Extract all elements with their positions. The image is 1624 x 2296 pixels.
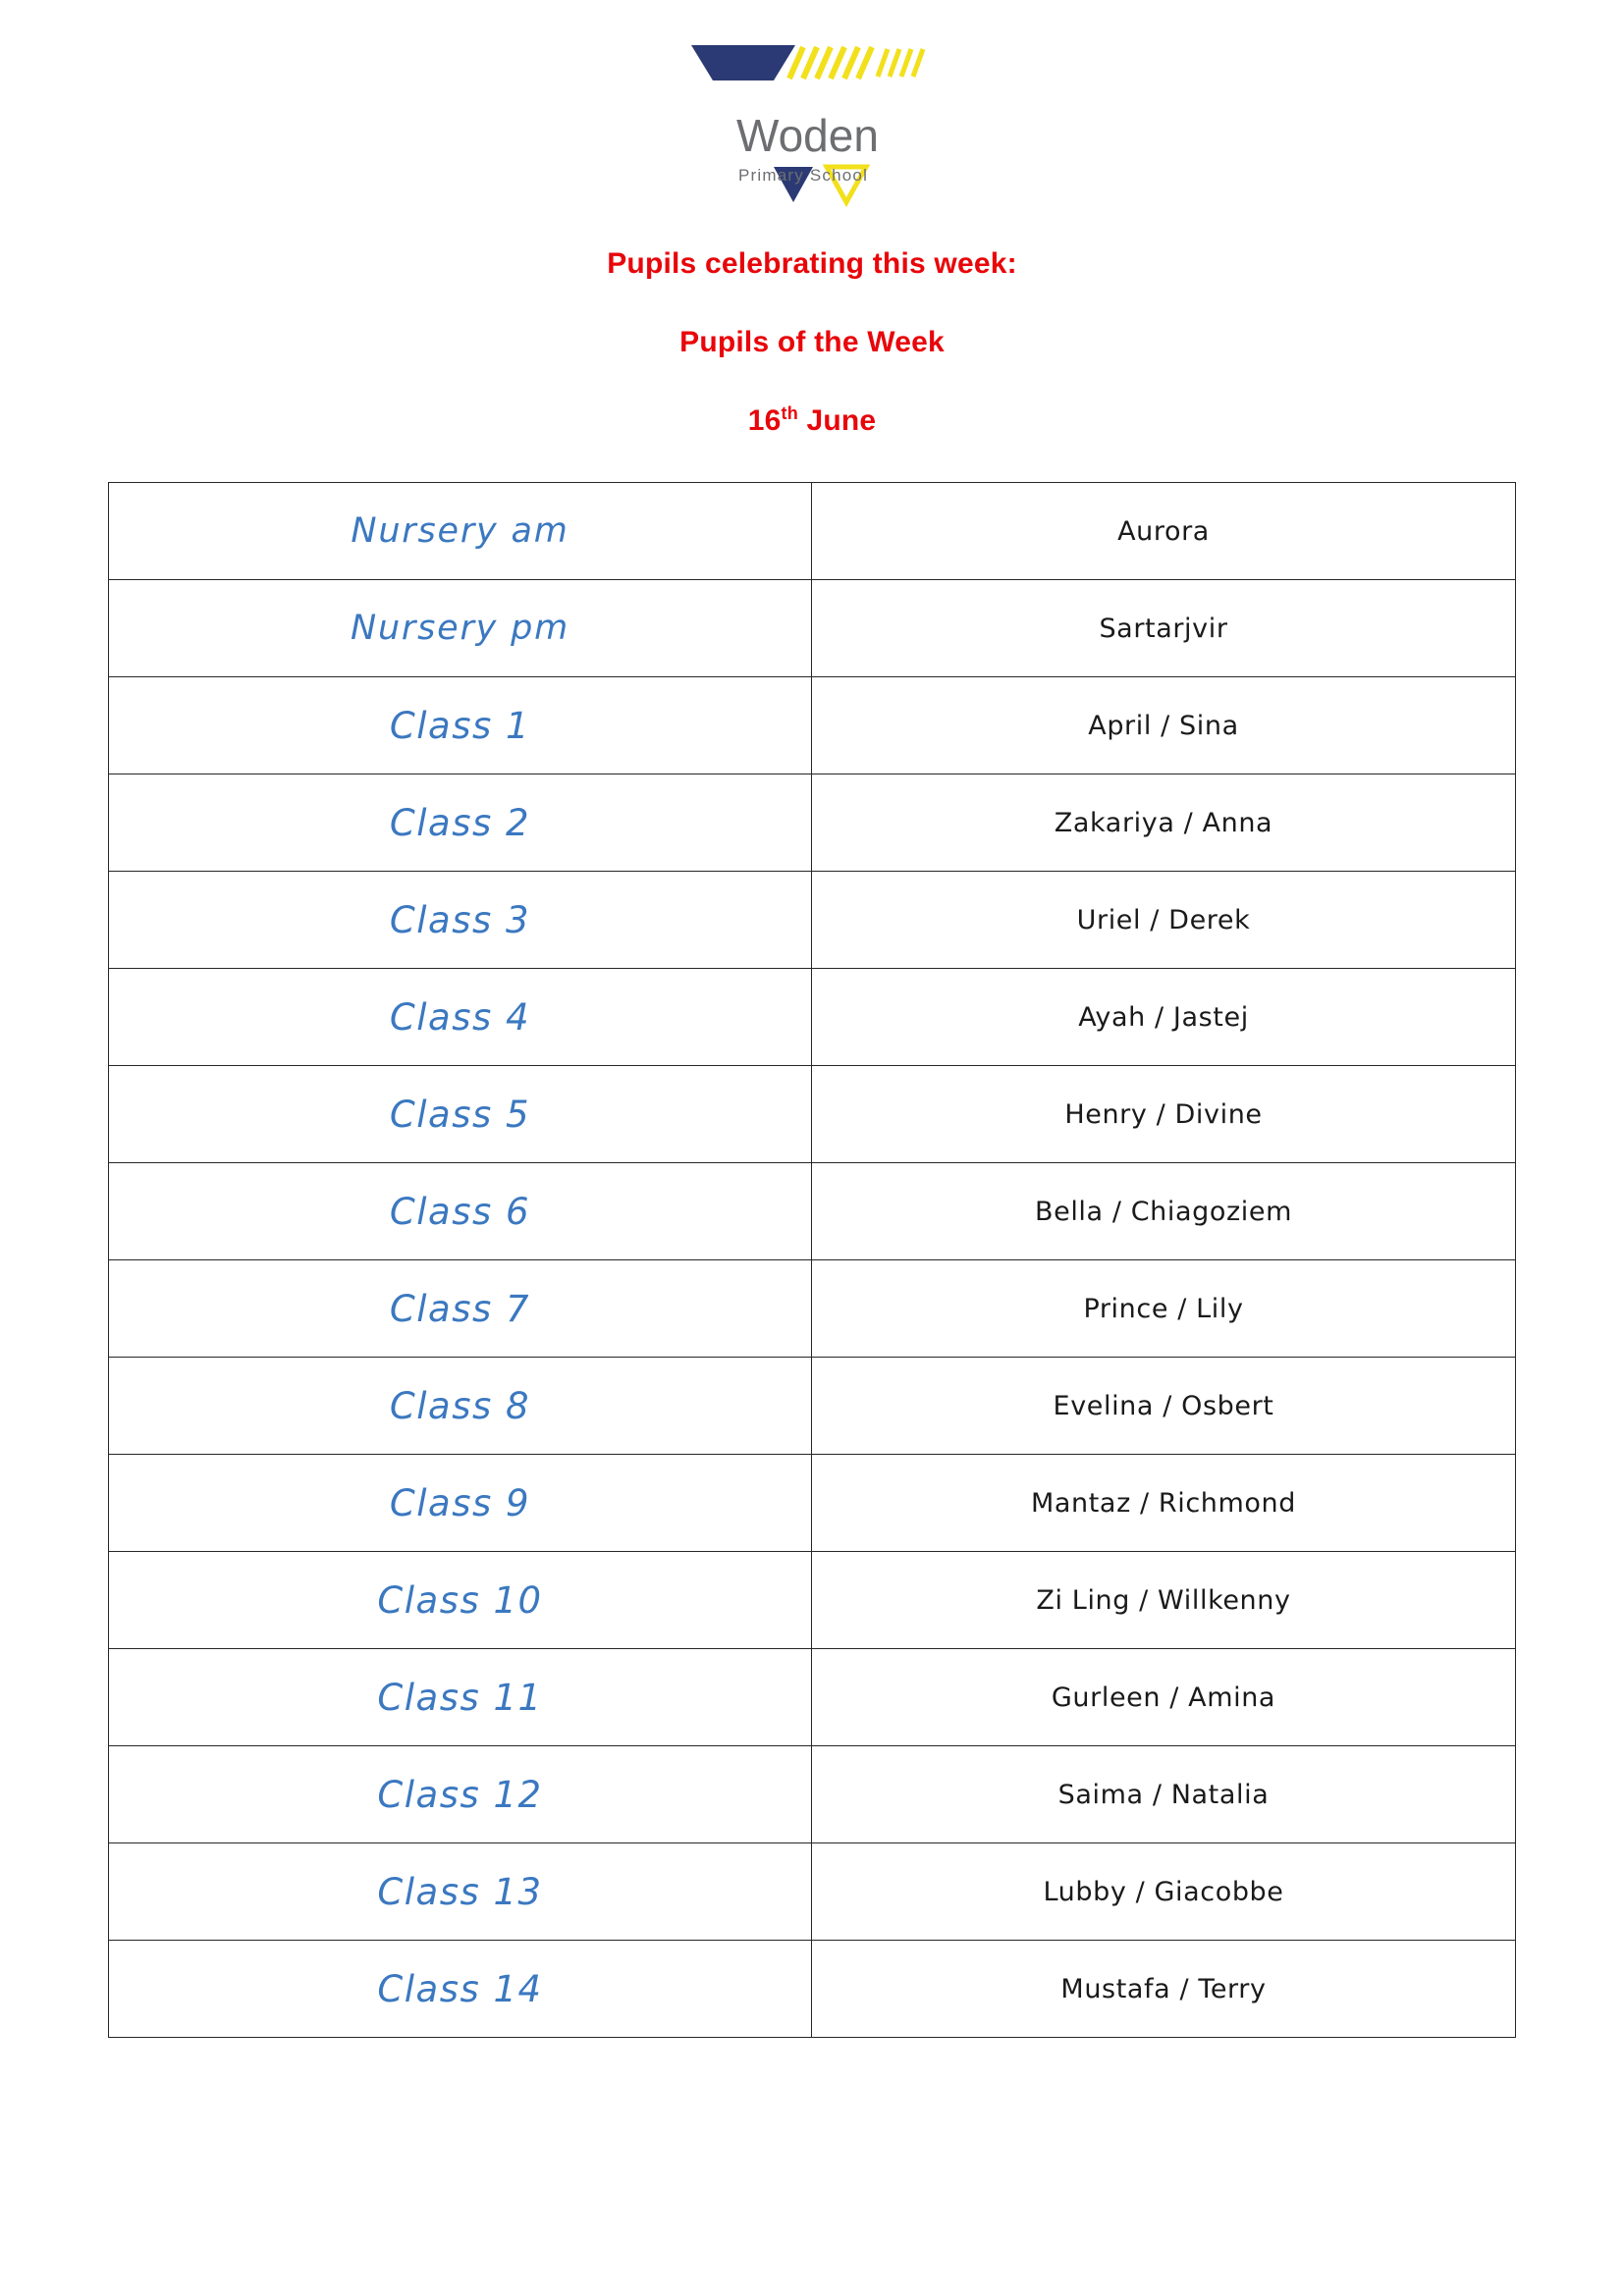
table-row — [109, 1066, 1516, 1163]
class-label: Nursery am — [109, 483, 812, 580]
date-number: 16 — [747, 404, 782, 437]
class-label: Nursery pm — [109, 580, 812, 677]
class-label: Class 5 — [109, 1066, 812, 1163]
pupil-names: Lubby / Giacobbe — [812, 1843, 1516, 1941]
table-row — [109, 1552, 1516, 1649]
pupil-names: Mustafa / Terry — [812, 1941, 1516, 2038]
pupil-names: Mantaz / Richmond — [812, 1455, 1516, 1552]
pupil-names: Saima / Natalia — [812, 1746, 1516, 1843]
pupils-of-the-week-table — [108, 482, 1516, 2038]
table-row — [109, 774, 1516, 872]
table-row — [109, 1843, 1516, 1941]
pupil-names: Ayah / Jastej — [812, 969, 1516, 1066]
pupil-names: Bella / Chiagoziem — [812, 1163, 1516, 1260]
logo-graphic — [679, 37, 945, 219]
table-row — [109, 1163, 1516, 1260]
table-row — [109, 580, 1516, 677]
class-label: Class 11 — [109, 1649, 812, 1746]
woden-primary-school-logo — [679, 37, 945, 219]
class-label: Class 9 — [109, 1455, 812, 1552]
table-row — [109, 1649, 1516, 1746]
table-row — [109, 1746, 1516, 1843]
table-row — [109, 1358, 1516, 1455]
heading-pupils-of-the-week: Pupils of the Week — [679, 326, 945, 358]
table-row — [109, 872, 1516, 969]
class-label: Class 4 — [109, 969, 812, 1066]
headings-block — [0, 246, 1624, 439]
date-month: June — [797, 404, 877, 437]
pupils-table-container — [108, 482, 1516, 2038]
pupil-names: Prince / Lily — [812, 1260, 1516, 1358]
logo-subtitle: Primary School — [738, 166, 869, 185]
table-row — [109, 1941, 1516, 2038]
logo-container — [0, 0, 1624, 219]
pupil-names: Uriel / Derek — [812, 872, 1516, 969]
class-label: Class 13 — [109, 1843, 812, 1941]
class-label: Class 12 — [109, 1746, 812, 1843]
table-row — [109, 483, 1516, 580]
class-label: Class 7 — [109, 1260, 812, 1358]
pupil-names: Sartarjvir — [812, 580, 1516, 677]
pupil-names: Zakariya / Anna — [812, 774, 1516, 872]
pupil-names: Evelina / Osbert — [812, 1358, 1516, 1455]
class-label: Class 2 — [109, 774, 812, 872]
date-ordinal: th — [781, 403, 798, 423]
table-row — [109, 1260, 1516, 1358]
class-label: Class 14 — [109, 1941, 812, 2038]
class-label: Class 1 — [109, 677, 812, 774]
pupil-names: Henry / Divine — [812, 1066, 1516, 1163]
heading-celebrating: Pupils celebrating this week: — [607, 247, 1017, 280]
table-row — [109, 969, 1516, 1066]
class-label: Class 6 — [109, 1163, 812, 1260]
pupil-names: Aurora — [812, 483, 1516, 580]
table-body — [109, 483, 1516, 2038]
class-label: Class 10 — [109, 1552, 812, 1649]
logo-title: Woden — [736, 110, 879, 161]
table-row — [109, 1455, 1516, 1552]
table-row — [109, 677, 1516, 774]
class-label: Class 8 — [109, 1358, 812, 1455]
pupil-names: Zi Ling / Willkenny — [812, 1552, 1516, 1649]
pupil-names: Gurleen / Amina — [812, 1649, 1516, 1746]
class-label: Class 3 — [109, 872, 812, 969]
heading-date — [0, 403, 1624, 439]
pupil-names: April / Sina — [812, 677, 1516, 774]
